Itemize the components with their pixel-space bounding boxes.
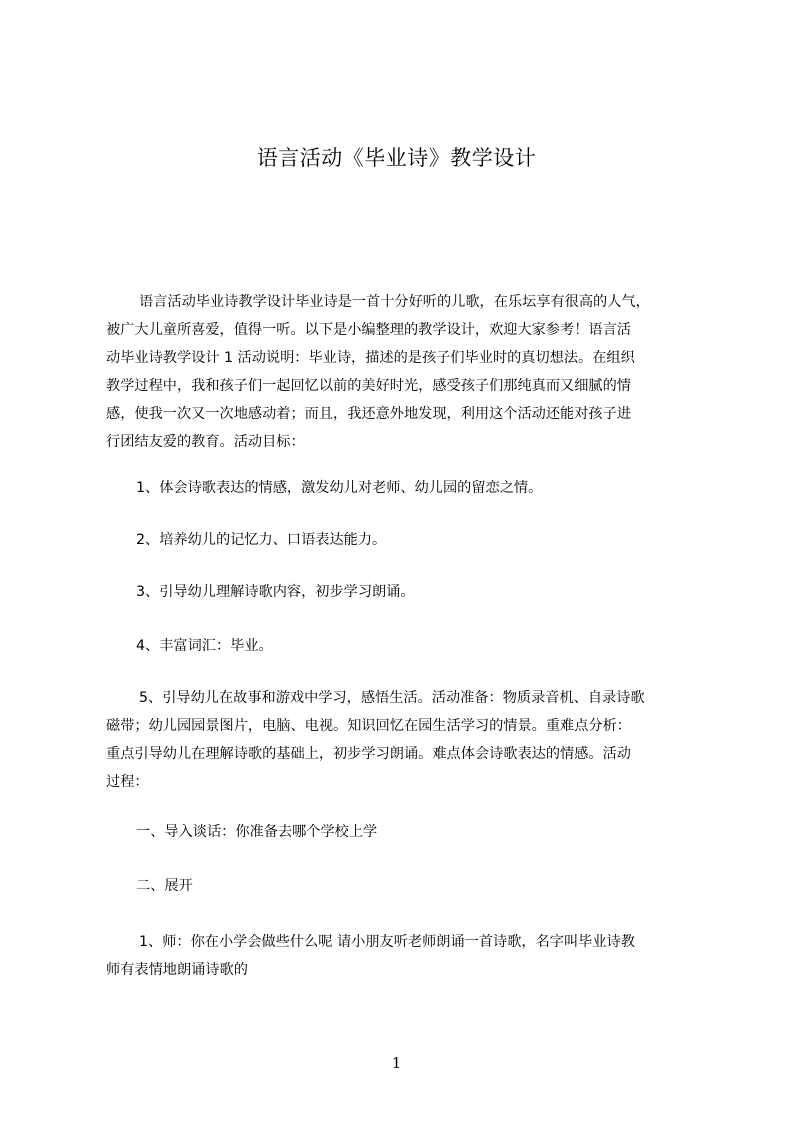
- goal-item: 4、丰富词汇：毕业。: [136, 638, 273, 654]
- intro-line: 行团结友爱的教育。活动目标：: [106, 434, 305, 450]
- step-one-line: 师有表情地朗诵诗歌的: [106, 962, 248, 978]
- goal-five-line: 重点引导幼儿在理解诗歌的基础上，初步学习朗诵。难点体会诗歌表达的情感。活动: [106, 746, 631, 762]
- intro-line: 感，使我一次又一次地感动着；而且，我还意外地发现，利用这个活动还能对孩子进: [106, 406, 631, 422]
- step-one-paragraph: [106, 928, 635, 984]
- goal-item: 1、体会诗歌表达的情感，激发幼儿对老师、幼儿园的留恋之情。: [136, 480, 543, 496]
- intro-line: 教学过程中，我和孩子们一起回忆以前的美好时光，感受孩子们那纯真而又细腻的情: [106, 378, 631, 394]
- page-number: 1: [391, 1054, 402, 1072]
- step-one-line: 1、师：你在小学会做些什么呢 请小朋友听老师朗诵一首诗歌，名字叫毕业诗教: [139, 934, 635, 950]
- goal-five-line: 过程：: [106, 774, 149, 790]
- goal-item: 3、引导幼儿理解诗歌内容，初步学习朗诵。: [136, 584, 415, 600]
- goal-item: 2、培养幼儿的记忆力、口语表达能力。: [136, 532, 387, 548]
- goal-five-line: 5、引导幼儿在故事和游戏中学习，感悟生活。活动准备：物质录音机、自录诗歌: [139, 690, 645, 706]
- section-heading-intro: 一、导入谈话：你准备去哪个学校上学: [136, 824, 378, 840]
- section-heading-expand: 二、展开: [136, 878, 193, 894]
- document-title: 语言活动《毕业诗》教学设计: [256, 146, 537, 170]
- intro-line: 动毕业诗教学设计 1 活动说明：毕业诗，描述的是孩子们毕业时的真切想法。在组织: [106, 350, 635, 366]
- goal-five-paragraph: [106, 684, 645, 796]
- goal-five-line: 磁带；幼儿园园景图片，电脑、电视。知识回忆在园生活学习的情景。重难点分析：: [106, 718, 631, 734]
- intro-paragraph: [106, 288, 650, 456]
- intro-line: 被广大儿童所喜爱，值得一听。以下是小编整理的教学设计，欢迎大家参考！语言活: [106, 322, 631, 338]
- intro-line: 语言活动毕业诗教学设计毕业诗是一首十分好听的儿歌，在乐坛享有很高的人气，: [139, 294, 650, 310]
